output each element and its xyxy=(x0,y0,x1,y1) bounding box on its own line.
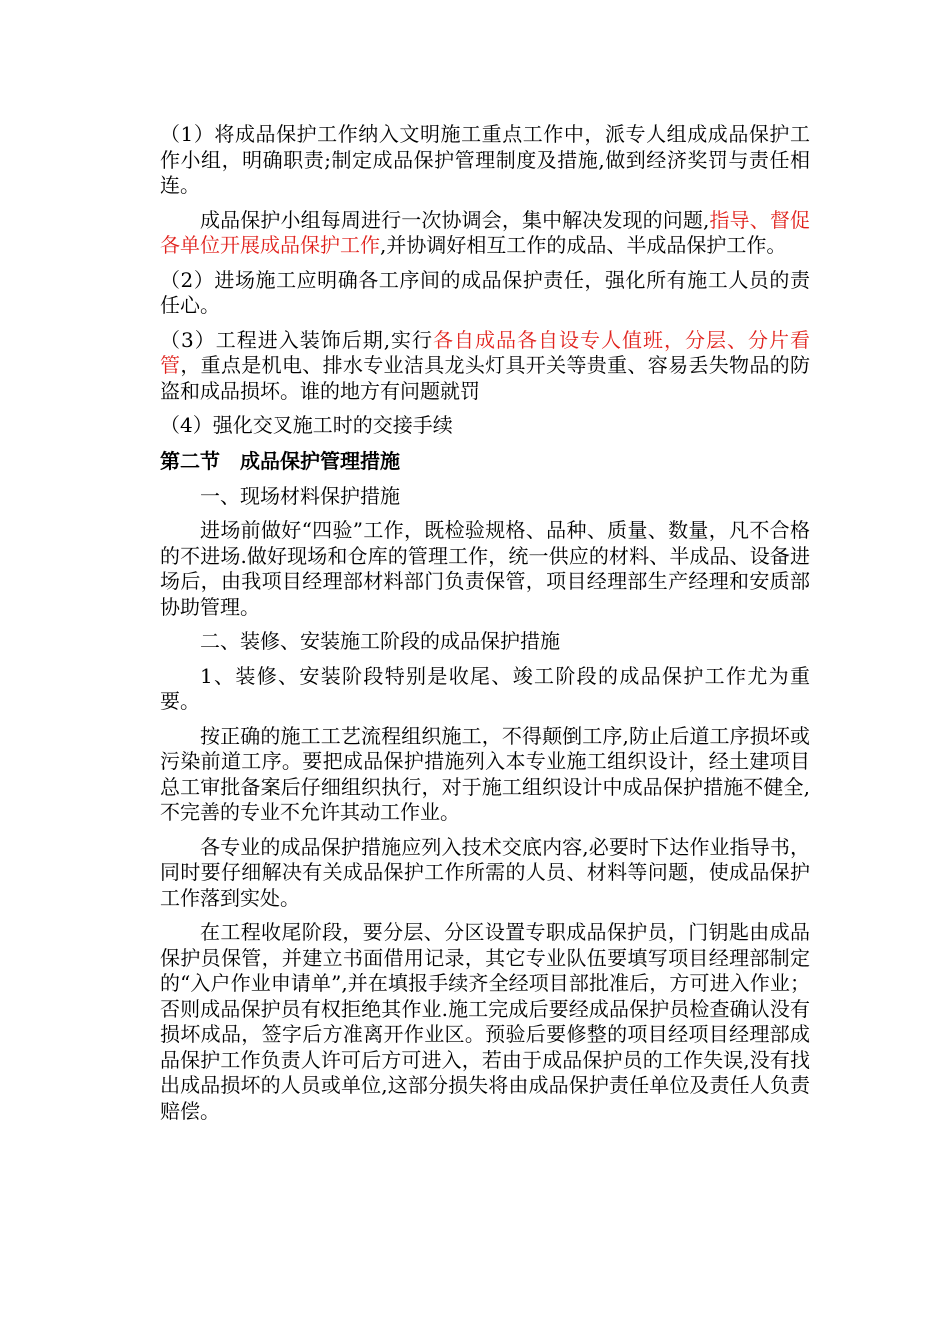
paragraph-technical-briefing: 各专业的成品保护措施应列入技术交底内容,必要时下达作业指导书，同时要仔细解决有关成品保护工作所需的人员、材料等问题，使成品保护 工作落到实处。 xyxy=(160,834,830,910)
paragraph-text: 成品保护小组每周进行一次协调会，集中解决发现的问题, xyxy=(200,207,710,232)
paragraph-item-2 xyxy=(160,268,810,319)
paragraph-text: （3）工程进入装饰后期,实行 xyxy=(160,327,434,352)
highlighted-text: 各自成品各自设专人值班，分层、分片看管 xyxy=(160,327,810,377)
paragraph-item-1 xyxy=(160,122,810,199)
subheading-material-protection: 一、现场材料保护措施 xyxy=(200,483,400,508)
section-heading: 第二节 成品保护管理措施 xyxy=(160,448,400,473)
document-page xyxy=(160,122,830,1133)
paragraph-text: （2）进场施工应明确各工序间的成品保护责任，强化所有施工人员的责任心。 xyxy=(160,267,810,317)
paragraph-item-3 xyxy=(160,328,810,405)
paragraph-text: （4）强化交叉施工时的交接手续 xyxy=(160,413,453,437)
paragraph-item-4 xyxy=(160,413,810,439)
paragraph-text: （1）将成品保护工作纳入文明施工重点工作中，派专人组成成品保护工作小组，明确职责;制定成品保护管理制度及措施,做到经济奖罚与责任相连。 xyxy=(160,122,810,197)
paragraph-process-order: 按正确的施工工艺流程组织施工，不得颠倒工序,防止后道工序损坏或污染前道工序。要把成品保护措施列入本专业施工组织设计，经土建项目总工审批备案后仔细组织执行，对于施工组织设计中成品保护措施不健全,不完善的专业不允许其动工作业。 xyxy=(160,723,810,824)
paragraph-stage-importance: 1、装修、安装阶段特别是收尾、竣工阶段的成品保护工作尤为重要。 xyxy=(160,663,810,713)
paragraph-text: ，重点是机电、排水专业洁具龙头灯具开关等贵重、容易丢失物品的防盗和成品损坏。谁的地方有问题就罚 xyxy=(160,353,811,403)
paragraph-weekly-meeting xyxy=(160,208,810,259)
paragraph-site-materials: 进场前做好“四验”工作，既检验规格、品种、质量、数量，凡不合格的不进场.做好现场和仓库的管理工作，统一供应的材料、半成品、设备进场后，由我项目经理部材料部门负责保管，项目经理部生产经理和安质部协助管理。 xyxy=(160,518,810,619)
paragraph-text: ,并协调好相互工作的成品、半成品保护工作。 xyxy=(380,233,787,257)
paragraph-closing-stage: 在工程收尾阶段，要分层、分区设置专职成品保护员，门钥匙由成品保护员保管，并建立书面借用记录，其它专业队伍要填写项目经理部制定的“入户作业申请单”,并在填报手续齐全经项目部批准后，方可进入作业；否则成品保护员有权拒绝其作业.施工完成后要经成品保护员检查确认没有损坏成品，签字后方准离开作业区。预验后要修整的项目经项目经理部成品保护工作负责人许可后方可进入，若由于成品保护员的工作失误,没有找出成品损坏的人员或单位,这部分损失将由成品保护责任单位及责任人负责赔偿。 xyxy=(160,920,810,1123)
subheading-decoration-stage: 二、装修、安装施工阶段的成品保护措施 xyxy=(200,629,560,653)
highlighted-text: 指导、督促各单位开展成品保护工作 xyxy=(160,207,811,257)
